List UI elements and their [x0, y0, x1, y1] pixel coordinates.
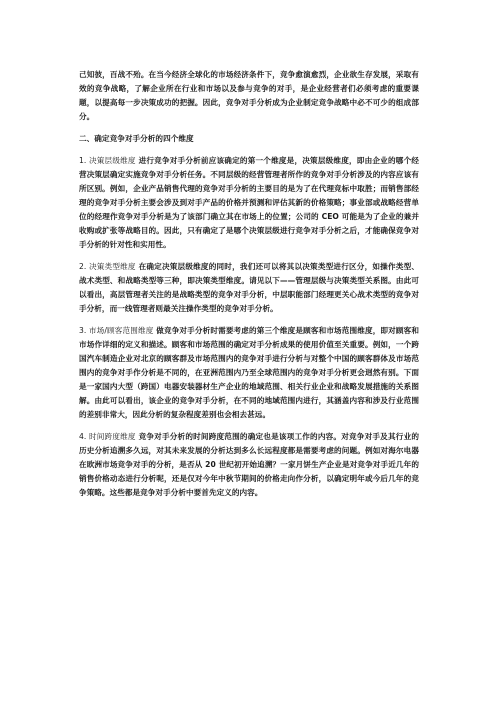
paragraph-text: 竞争对手分析的时间跨度范围的确定也是该项工作的内容。对竞争对手及其行业的历史分析追溯多久远，对其未来发展的分析达到多么长远程度都是需要考虑的问题。例如对海尔电器在欧洲市场竞争对手的分析，是否从 20 世纪初开始追溯？一家月饼生产企业是对竞争对手近几年的销售价格动态进行分析呢，还是仅对今年中秋节期间的价格走向作分析，以确定明年或今后几年的竞争策略。这些都是竞争对手分析中要首先定义的内容。	[79, 432, 420, 497]
paragraph-decision-type	[79, 260, 419, 316]
paragraph-time-span	[79, 430, 419, 500]
paragraph-market-scope	[79, 324, 419, 422]
paragraph-lead: 2. 决策类型维度	[79, 262, 136, 271]
paragraph-lead: 1. 决策层级维度	[79, 156, 136, 165]
document-body	[79, 68, 419, 508]
intro-paragraph: 己知彼，百战不殆。在当今经济全球化的市场经济条件下，竞争愈演愈烈，企业欲生存发展，采取有效的竞争战略，了解企业所在行业和市场以及参与竞争的对手，是企业经营者们必须考虑的重要课题，以提高每一步决策成功的把握。因此，竞争对手分析成为企业制定竞争战略中必不可少的组成部分。	[79, 70, 419, 121]
paragraph-text: 在确定决策层级维度的同时，我们还可以将其以决策类型进行区分，如操作类型、战术类型、和战略类型等三种，即决策类型维度。请见以下——管理层级与决策类型关系图。由此可以看出，高层管理者关注的是战略类型的竞争对手分析，中层职能部门经理更关心战术类型的竞争对手分析，而一线管理者则最关注操作类型的竞争对手分析。	[79, 262, 420, 313]
paragraph-lead: 3. 市场/顾客范围维度	[79, 326, 154, 335]
paragraph-decision-level	[79, 154, 419, 252]
paragraph-lead: 4. 时间跨度维度	[79, 432, 136, 441]
paragraph-text: 做竞争对手分析时需要考虑的第三个维度是顾客和市场范围维度，即对顾客和市场作详细的定义和描述。顾客和市场范围的确定对手分析成果的使用价值至关重要。例如，一个跨国汽车制造企业对北京的顾客群及市场范围内的竞争对手进行分析与对整个中国的顾客群体及市场范围内的竞争对手作分析是不同的，在亚洲范围内乃至全球范围内的竞争对手分析更会迥然有别。下面是一家国内大型（跨国）电器安装器材生产企业的地域范围、相关行业企业和战略发展措施的关系图解。由此可以看出，该企业的竞争对手分析，在不同的地域范围内进行，其涵盖内容和涉及行业范围的差别非常大，因此分析的复杂程度差别也会相去甚远。	[79, 326, 419, 419]
paragraph-text: 进行竞争对手分析前应该确定的第一个维度是，决策层级维度，即由企业的哪个经营决策层确定实施竞争对手分析任务。不同层级的经营管理者所作的竞争对手分析涉及的内容应该有所区别。例如，企业产品销售代理的竞争对手分析的主要目的是为了在代理竞标中取胜；而销售部经理的竞争对手分析主要会涉及到对手产品的价格并预测和评估其新的价格策略；事业部或战略经营单位的经理作竞争对手分析是为了该部门确立其在市场上的位置；公司的 CEO 可能是为了企业的兼并收购或扩张等战略目的。因此，只有确定了是哪个决策层级进行竞争对手分析之后，才能确保竞争对手分析的针对性和实用性。	[79, 156, 420, 249]
section-heading: 二、确定竞争对手分析的四个维度	[79, 134, 194, 143]
